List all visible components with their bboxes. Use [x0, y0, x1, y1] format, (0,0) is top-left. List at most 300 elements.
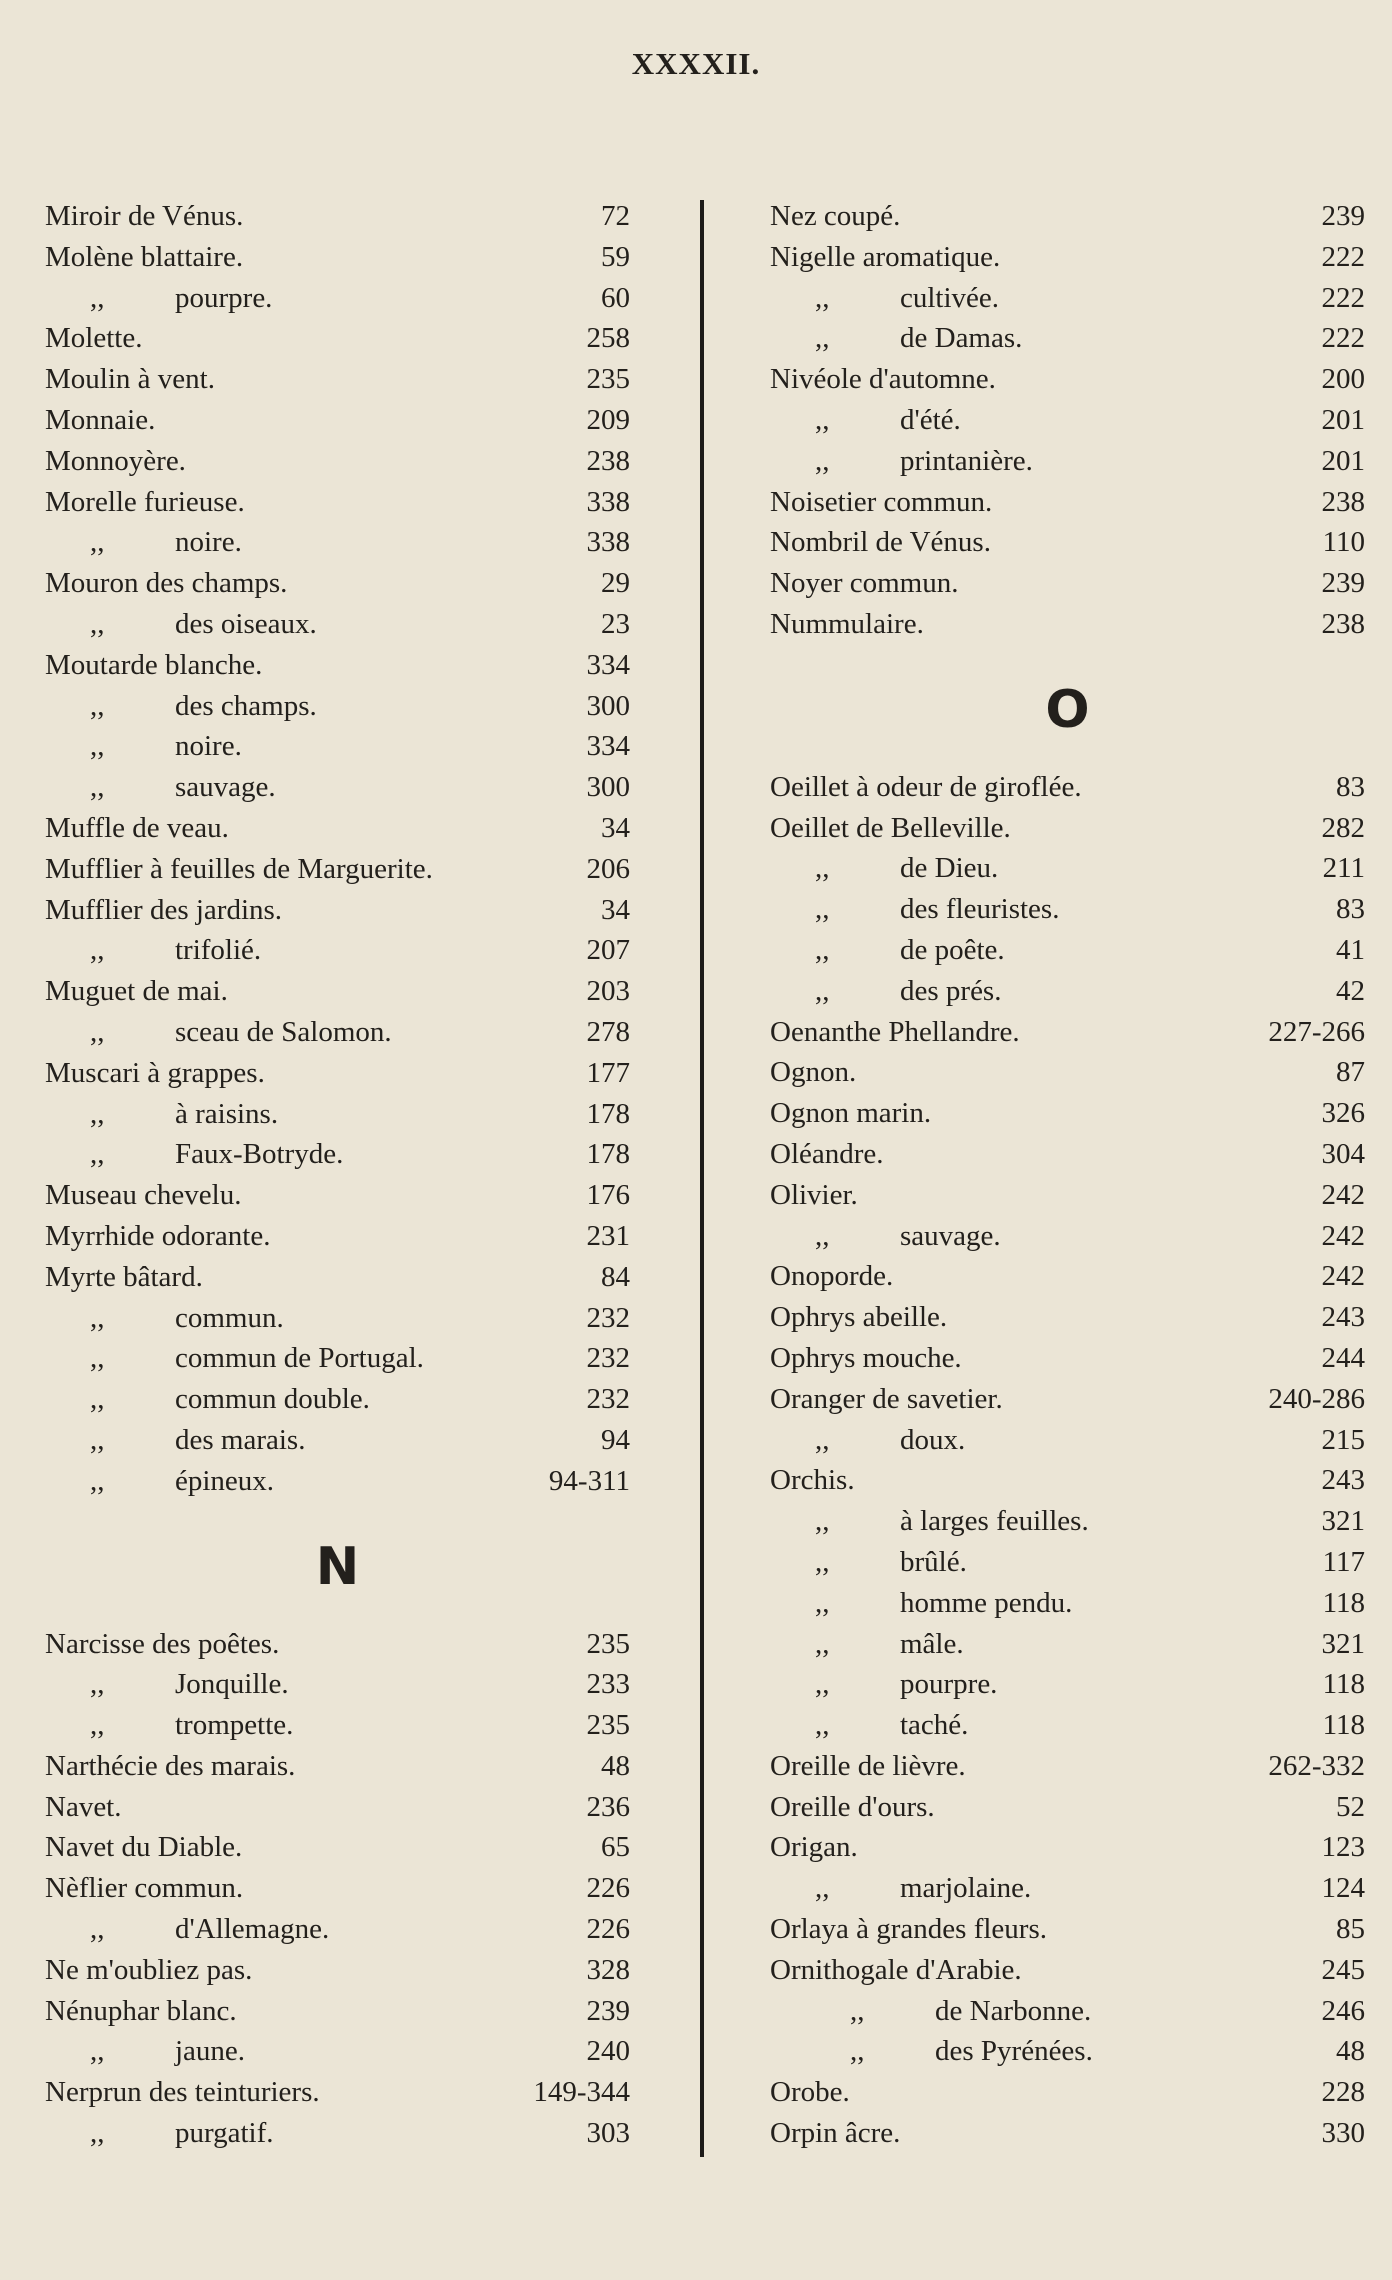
entry-label	[45, 1179, 587, 1212]
index-entry	[770, 1179, 1365, 1220]
index-entry	[770, 526, 1365, 567]
index-entry	[770, 608, 1365, 649]
entry-text: Myrrhide odorante.	[45, 1219, 271, 1252]
index-entry	[45, 282, 630, 323]
entry-page-number: 258	[586, 322, 630, 355]
index-entry	[45, 975, 630, 1016]
entry-label	[45, 1424, 601, 1457]
entry-label	[45, 404, 587, 437]
entry-text: Ognon marin.	[770, 1097, 932, 1130]
index-entry	[45, 1995, 630, 2036]
entry-text: jaune.	[175, 2035, 246, 2068]
index-entry	[770, 404, 1365, 445]
index-entry	[45, 1954, 630, 1995]
index-entry	[45, 363, 630, 404]
entry-page-number: 240-286	[1268, 1382, 1365, 1415]
index-entry	[45, 486, 630, 527]
entry-label	[770, 1464, 1322, 1497]
index-entry	[45, 1057, 630, 1098]
entries-m-list	[45, 200, 630, 1506]
index-entry	[770, 1342, 1365, 1383]
index-entry	[770, 1260, 1365, 1301]
ditto-mark: ,,	[815, 933, 830, 966]
index-entry	[770, 1424, 1365, 1465]
index-entry	[45, 771, 630, 812]
entry-page-number: 304	[1321, 1137, 1365, 1170]
index-entry	[770, 1546, 1365, 1587]
entry-page-number: 244	[1321, 1341, 1365, 1374]
ditto-mark: ,,	[90, 526, 105, 559]
entry-text: d'Allemagne.	[175, 1913, 330, 1946]
entry-label	[45, 690, 587, 723]
entry-text: Moulin à vent.	[45, 363, 215, 396]
entry-label	[770, 282, 1322, 315]
ditto-mark: ,,	[90, 607, 105, 640]
entry-text: Molène blattaire.	[45, 240, 244, 273]
index-entry	[770, 1016, 1365, 1057]
entry-text: Nivéole d'automne.	[770, 363, 996, 396]
entry-label	[770, 1913, 1336, 1946]
entry-text: Ne m'oubliez pas.	[45, 1953, 253, 1986]
entry-text: doux.	[900, 1423, 966, 1456]
entry-label	[45, 1342, 587, 1375]
entry-label	[770, 1872, 1322, 1905]
entry-text: des fleuristes.	[900, 893, 1060, 926]
entry-label	[770, 486, 1322, 519]
entry-text: Oeillet à odeur de giroflée.	[770, 770, 1082, 803]
index-entry	[45, 1383, 630, 1424]
index-entry	[45, 1831, 630, 1872]
entry-page-number: 240	[586, 2035, 630, 2068]
index-entry	[770, 975, 1365, 1016]
entry-text: Ophrys mouche.	[770, 1341, 962, 1374]
entry-label	[45, 1383, 587, 1416]
index-entry	[45, 567, 630, 608]
entry-page-number: 238	[586, 444, 630, 477]
entry-page-number: 235	[586, 1709, 630, 1742]
entry-label	[45, 1791, 587, 1824]
entry-text: pourpre.	[175, 281, 273, 314]
ditto-mark: ,,	[815, 974, 830, 1007]
entry-page-number: 206	[586, 852, 630, 885]
entry-label	[45, 1465, 549, 1498]
index-entry	[45, 1342, 630, 1383]
entry-text: Ornithogale d'Arabie.	[770, 1953, 1022, 1986]
index-entry	[770, 200, 1365, 241]
entry-label	[45, 322, 587, 355]
index-entry	[45, 934, 630, 975]
entry-page-number: 232	[586, 1342, 630, 1375]
entry-page-number: 42	[1336, 974, 1365, 1007]
entry-page-number: 300	[586, 689, 630, 722]
entry-text: Moutarde blanche.	[45, 648, 263, 681]
index-entry	[770, 1954, 1365, 1995]
entry-page-number: 52	[1336, 1790, 1365, 1823]
index-entry	[45, 608, 630, 649]
entry-page-number: 118	[1322, 1586, 1365, 1619]
right-column	[770, 200, 1365, 2158]
entry-text: Muscari à grappes.	[45, 1056, 265, 1089]
entry-page-number: 235	[586, 1627, 630, 1660]
entry-label	[770, 1750, 1268, 1783]
entry-text: Mouron des champs.	[45, 567, 288, 600]
index-entry	[770, 1097, 1365, 1138]
index-entry	[45, 1302, 630, 1343]
entry-label	[770, 1709, 1323, 1742]
entry-page-number: 239	[1321, 567, 1365, 600]
index-entry	[770, 322, 1365, 363]
entry-page-number: 117	[1322, 1545, 1365, 1578]
entry-text: Oeillet de Belleville.	[770, 811, 1011, 844]
left-column	[45, 200, 630, 2158]
entry-label	[45, 282, 601, 315]
index-entry	[770, 363, 1365, 404]
entry-text: à raisins.	[175, 1097, 279, 1130]
entry-page-number: 243	[1321, 1464, 1365, 1497]
entry-page-number: 110	[1322, 526, 1365, 559]
index-entry	[45, 1424, 630, 1465]
index-entry	[45, 1709, 630, 1750]
entry-label	[770, 1831, 1322, 1864]
entry-label	[770, 567, 1322, 600]
ditto-mark: ,,	[90, 1709, 105, 1742]
entry-page-number: 83	[1336, 770, 1365, 803]
entry-text: Ognon.	[770, 1056, 857, 1089]
index-entry	[770, 771, 1365, 812]
entry-text: Origan.	[770, 1831, 858, 1864]
entry-label	[45, 1913, 587, 1946]
entry-text: purgatif.	[175, 2117, 274, 2150]
entry-page-number: 149-344	[533, 2076, 630, 2109]
index-entry	[770, 486, 1365, 527]
entry-text: commun de Portugal.	[175, 1342, 424, 1375]
index-entry	[45, 1465, 630, 1506]
ditto-mark: ,,	[90, 1097, 105, 1130]
entry-page-number: 235	[586, 363, 630, 396]
entry-label	[770, 812, 1322, 845]
entry-text: Nombril de Vénus.	[770, 526, 991, 559]
ditto-mark: ,,	[90, 730, 105, 763]
entry-text: Muguet de mai.	[45, 975, 228, 1008]
ditto-mark: ,,	[850, 1994, 865, 2027]
entry-label	[45, 1995, 587, 2028]
entry-label	[45, 526, 587, 559]
index-entry	[770, 445, 1365, 486]
entry-page-number: 200	[1321, 363, 1365, 396]
entry-label	[45, 1302, 587, 1335]
ditto-mark: ,,	[815, 1872, 830, 1905]
entry-label	[770, 1056, 1336, 1089]
entry-label	[45, 1016, 587, 1049]
entry-page-number: 246	[1321, 1994, 1365, 2027]
entries-n-list	[45, 1628, 630, 2158]
entry-label	[770, 1954, 1322, 1987]
index-entry	[45, 1872, 630, 1913]
entry-label	[770, 771, 1336, 804]
entry-label	[45, 1138, 587, 1171]
entry-text: marjolaine.	[900, 1872, 1032, 1905]
index-entry	[45, 853, 630, 894]
entry-page-number: 201	[1321, 444, 1365, 477]
entry-page-number: 232	[586, 1383, 630, 1416]
entry-page-number: 233	[586, 1668, 630, 1701]
entry-text: Nénuphar blanc.	[45, 1994, 237, 2027]
index-entry	[45, 894, 630, 935]
entry-text: Faux-Botryde.	[175, 1138, 344, 1171]
index-entry	[770, 1383, 1365, 1424]
entry-label	[770, 1668, 1323, 1701]
entry-page-number: 330	[1321, 2117, 1365, 2150]
entry-text: trifolié.	[175, 934, 262, 967]
index-entry	[45, 1913, 630, 1954]
entry-page-number: 239	[586, 1994, 630, 2027]
entry-text: à larges feuilles.	[900, 1505, 1089, 1538]
entry-text: Monnaie.	[45, 403, 156, 436]
index-entry	[770, 1138, 1365, 1179]
index-entry	[45, 1628, 630, 1669]
ditto-mark: ,,	[90, 934, 105, 967]
entry-label	[770, 608, 1322, 641]
entry-text: Miroir de Vénus.	[45, 200, 244, 232]
entry-label	[45, 1872, 587, 1905]
index-entry	[45, 812, 630, 853]
entry-label	[770, 200, 1322, 233]
index-entry	[45, 1791, 630, 1832]
index-entry	[45, 445, 630, 486]
entry-text: Narcisse des poêtes.	[45, 1627, 280, 1660]
entry-page-number: 84	[601, 1260, 630, 1293]
entry-label	[770, 1546, 1323, 1579]
entry-page-number: 60	[601, 281, 630, 314]
entry-text: sauvage.	[900, 1219, 1001, 1252]
entry-label	[770, 2076, 1322, 2109]
entry-text: Orchis.	[770, 1464, 855, 1497]
entry-text: des marais.	[175, 1423, 306, 1456]
entry-text: Ophrys abeille.	[770, 1301, 948, 1334]
entry-text: Olivier.	[770, 1178, 858, 1211]
entry-page-number: 238	[1321, 485, 1365, 518]
entry-label	[770, 1138, 1322, 1171]
entry-page-number: 83	[1336, 893, 1365, 926]
ditto-mark: ,,	[815, 444, 830, 477]
index-entry	[45, 649, 630, 690]
entry-text: de Narbonne.	[935, 1994, 1092, 2027]
entry-page-number: 243	[1321, 1301, 1365, 1334]
index-entry	[45, 1668, 630, 1709]
index-entry	[45, 690, 630, 731]
entry-text: Jonquille.	[175, 1668, 289, 1701]
entry-label	[770, 1628, 1322, 1661]
ditto-mark: ,,	[815, 322, 830, 355]
ditto-mark: ,,	[90, 1342, 105, 1375]
entry-text: Orobe.	[770, 2076, 850, 2109]
entry-label	[770, 893, 1336, 926]
entry-label	[770, 445, 1322, 478]
ditto-mark: ,,	[850, 2035, 865, 2068]
entry-label	[45, 1750, 601, 1783]
ditto-mark: ,,	[815, 1505, 830, 1538]
entry-text: brûlé.	[900, 1545, 967, 1578]
entry-text: Mufflier à feuilles de Marguerite.	[45, 852, 433, 885]
entry-page-number: 300	[586, 771, 630, 804]
entry-page-number: 222	[1321, 322, 1365, 355]
entry-label	[770, 526, 1323, 559]
entry-page-number: 65	[601, 1831, 630, 1864]
index-entry	[770, 893, 1365, 934]
index-entry	[770, 2117, 1365, 2158]
index-entry	[45, 1098, 630, 1139]
entry-label	[770, 1301, 1322, 1334]
entry-label	[45, 771, 587, 804]
ditto-mark: ,,	[815, 403, 830, 436]
entry-text: de Damas.	[900, 322, 1023, 355]
index-entry	[45, 241, 630, 282]
entry-label	[45, 363, 587, 396]
entry-label	[45, 853, 587, 886]
entry-label	[770, 322, 1322, 355]
index-entry	[45, 730, 630, 771]
entry-label	[770, 241, 1322, 274]
entry-text: des Pyrénées.	[935, 2035, 1093, 2068]
entry-page-number: 239	[1321, 200, 1365, 232]
entry-page-number: 278	[586, 1015, 630, 1048]
entry-label	[770, 852, 1323, 885]
entry-text: Noisetier commun.	[770, 485, 993, 518]
entry-page-number: 176	[586, 1179, 630, 1212]
index-entry	[770, 1791, 1365, 1832]
entry-page-number: 72	[601, 200, 630, 232]
entry-label	[770, 1016, 1268, 1049]
entry-page-number: 231	[586, 1219, 630, 1252]
entry-text: Muffle de veau.	[45, 811, 229, 844]
entry-page-number: 85	[1336, 1913, 1365, 1946]
ditto-mark: ,,	[90, 1138, 105, 1171]
entry-text: Oenanthe Phellandre.	[770, 1015, 1020, 1048]
index-entry	[770, 1220, 1365, 1261]
ditto-mark: ,,	[90, 1913, 105, 1946]
entry-page-number: 201	[1321, 403, 1365, 436]
entries-n-continued-list	[770, 200, 1365, 649]
entry-label	[45, 445, 587, 478]
entry-page-number: 334	[586, 730, 630, 763]
entry-page-number: 211	[1322, 852, 1365, 885]
entry-label	[45, 200, 601, 233]
entry-page-number: 232	[586, 1301, 630, 1334]
ditto-mark: ,,	[90, 1464, 105, 1497]
entry-text: Narthécie des marais.	[45, 1749, 296, 1782]
index-entry	[770, 2076, 1365, 2117]
entry-text: Oranger de savetier.	[770, 1382, 1003, 1415]
entry-label	[770, 1179, 1322, 1212]
index-entry	[770, 1872, 1365, 1913]
entry-text: Nèflier commun.	[45, 1872, 244, 1905]
entry-label	[45, 975, 587, 1008]
entry-label	[45, 2035, 587, 2068]
index-entry	[770, 1668, 1365, 1709]
entry-text: Museau chevelu.	[45, 1179, 242, 1212]
index-entry	[45, 1261, 630, 1302]
entry-page-number: 328	[586, 1953, 630, 1986]
entry-label	[770, 934, 1336, 967]
ditto-mark: ,,	[90, 2035, 105, 2068]
entry-text: commun.	[175, 1301, 284, 1334]
entry-page-number: 123	[1321, 1831, 1365, 1864]
entry-page-number: 207	[586, 934, 630, 967]
entry-text: d'été.	[900, 403, 961, 436]
column-divider	[700, 200, 704, 2157]
ditto-mark: ,,	[90, 1383, 105, 1416]
entry-page-number: 282	[1321, 811, 1365, 844]
index-entry	[770, 1709, 1365, 1750]
entry-page-number: 242	[1321, 1178, 1365, 1211]
entry-text: sceau de Salomon.	[175, 1015, 392, 1048]
entries-o-list	[770, 771, 1365, 2158]
entry-text: Morelle furieuse.	[45, 485, 245, 518]
entry-label	[45, 486, 587, 519]
entry-page-number: 23	[601, 607, 630, 640]
entry-label	[770, 1097, 1322, 1130]
entry-text: Nummulaire.	[770, 607, 924, 640]
entry-label	[770, 1260, 1322, 1293]
ditto-mark: ,,	[815, 1423, 830, 1456]
index-entry	[45, 2035, 630, 2076]
ditto-mark: ,,	[815, 1668, 830, 1701]
entry-page-number: 209	[586, 403, 630, 436]
ditto-mark: ,,	[815, 1627, 830, 1660]
entry-page-number: 242	[1321, 1219, 1365, 1252]
entry-page-number: 177	[586, 1056, 630, 1089]
entry-label	[770, 1587, 1323, 1620]
entry-page-number: 242	[1321, 1260, 1365, 1293]
entry-page-number: 227-266	[1268, 1015, 1365, 1048]
entry-page-number: 303	[586, 2117, 630, 2150]
entry-label	[45, 1098, 587, 1131]
entry-label	[45, 1628, 587, 1661]
entry-label	[770, 975, 1336, 1008]
ditto-mark: ,,	[90, 1668, 105, 1701]
index-entry	[770, 1056, 1365, 1097]
index-entry	[45, 322, 630, 363]
index-entry	[770, 1995, 1365, 2036]
entry-page-number: 34	[601, 811, 630, 844]
entry-page-number: 178	[586, 1097, 630, 1130]
entry-label	[770, 363, 1322, 396]
entry-page-number: 236	[586, 1790, 630, 1823]
entry-text: homme pendu.	[900, 1586, 1073, 1619]
entry-label	[770, 1424, 1322, 1457]
entry-page-number: 321	[1321, 1505, 1365, 1538]
ditto-mark: ,,	[90, 689, 105, 722]
index-entry	[770, 567, 1365, 608]
entry-page-number: 29	[601, 567, 630, 600]
index-entry	[770, 2035, 1365, 2076]
entry-text: Onoporde.	[770, 1260, 894, 1293]
section-heading-n: N	[315, 1536, 360, 1597]
entry-page-number: 338	[586, 485, 630, 518]
entry-text: des champs.	[175, 689, 317, 722]
entry-label	[45, 812, 601, 845]
entry-text: Molette.	[45, 322, 143, 355]
entry-label	[45, 934, 587, 967]
entry-label	[770, 1383, 1268, 1416]
entry-label	[770, 2035, 1336, 2068]
ditto-mark: ,,	[815, 281, 830, 314]
entry-label	[45, 1057, 587, 1090]
entry-label	[45, 1954, 587, 1987]
entry-text: Oléandre.	[770, 1137, 884, 1170]
entry-text: Orlaya à grandes fleurs.	[770, 1913, 1047, 1946]
entry-text: des prés.	[900, 974, 1002, 1007]
